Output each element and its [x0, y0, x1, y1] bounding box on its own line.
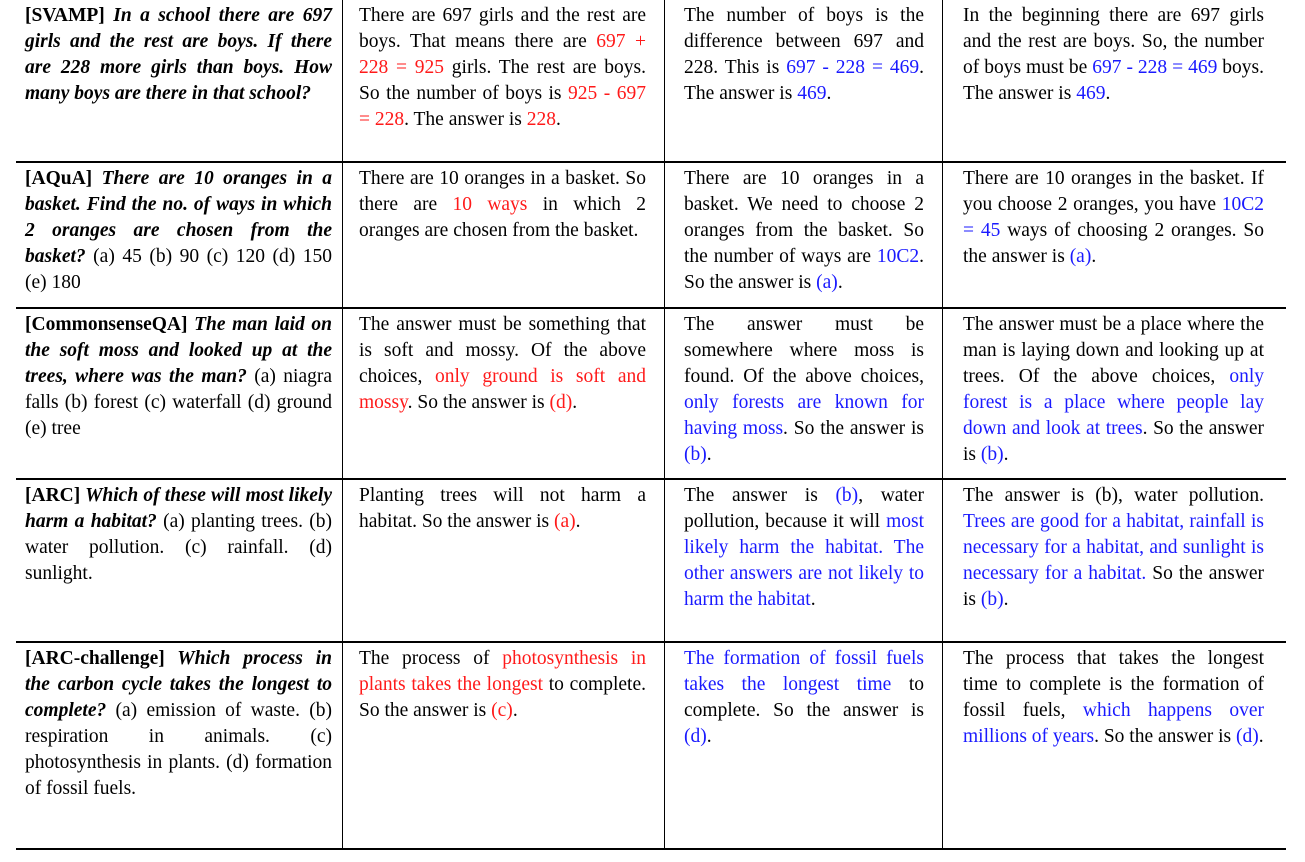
text-segment: (b) — [980, 444, 1004, 465]
text-segment: 10 ways — [452, 194, 528, 215]
text-segment: 925 - 697 = 228 — [359, 83, 646, 130]
answer-cell-2 — [664, 0, 942, 161]
text-segment: . — [826, 83, 832, 104]
text-segment: The answer is — [684, 485, 836, 506]
text-segment: [CommonsenseQA] — [25, 314, 188, 335]
text-segment: The man laid on the soft moss and looked up at the trees, where was the man? — [25, 314, 332, 387]
text-segment: . — [1105, 83, 1111, 104]
answer-cell-2 — [664, 643, 942, 848]
answer-cell-1 — [342, 0, 664, 161]
text-segment: There are 10 oranges in the basket. If you choose 2 oranges, you have — [963, 168, 1264, 215]
text-segment: The answer must be somewhere where moss is found. Of the above choices, — [684, 314, 924, 387]
text-segment: (a) niagra falls (b) forest (c) waterfall (d) ground (e) tree — [25, 366, 332, 439]
text-segment: In a school there are 697 girls and the rest are boys. If there are 228 more girls than boys. How many boys are there in that school? — [25, 5, 332, 104]
text-segment: 697 - 228 = 469 — [1092, 57, 1218, 78]
text-segment: The formation of fossil fuels takes the longest time — [684, 648, 924, 695]
text-segment: 469 — [1076, 83, 1106, 104]
text-segment: . So the answer is — [684, 246, 924, 293]
answer-cell-2 — [664, 163, 942, 307]
text-segment: (d) — [1235, 726, 1259, 747]
text-segment: The answer is (b), water pollution. — [963, 485, 1264, 506]
text-segment: only ground is soft and mossy — [359, 366, 646, 413]
text-segment: 10C2 = 45 — [963, 194, 1264, 241]
question-cell — [16, 480, 342, 641]
text-segment: , water pollution, because it will — [684, 485, 924, 532]
text-segment: which happens over millions of years — [963, 700, 1264, 747]
text-segment: (a) planting trees. (b) water pollution. (c) rainfall. (d) sunlight. — [25, 511, 332, 584]
answer-cell-1 — [342, 480, 664, 641]
text-segment: . — [706, 726, 712, 747]
text-segment: The answer must be something that is soft and mossy. Of the above choices, — [359, 314, 646, 387]
text-segment: . — [810, 589, 816, 610]
text-segment: to complete. So the answer is — [359, 674, 646, 721]
text-segment: (a) — [1069, 246, 1092, 267]
question-cell — [16, 309, 342, 478]
table-row-arc-challenge — [16, 643, 1286, 850]
text-segment: The answer must be a place where the man is laying down and looking up at trees. Of the above choices, — [963, 314, 1264, 387]
text-segment: 469 — [797, 83, 827, 104]
text-segment: only forests are known for having moss — [684, 392, 924, 439]
text-segment: 10C2 — [876, 246, 920, 267]
answer-cell-1 — [342, 643, 664, 848]
examples-table — [16, 0, 1286, 862]
answer-cell-3 — [942, 643, 1286, 848]
text-segment: . So the answer is — [407, 392, 550, 413]
text-segment: There are 10 oranges in a basket. We need to choose 2 oranges from the basket. So the number of ways are — [684, 168, 924, 267]
text-segment: (d) — [549, 392, 573, 413]
text-segment: . — [1003, 444, 1009, 465]
text-segment: . — [706, 444, 712, 465]
text-segment: The process of — [359, 648, 503, 669]
text-segment: The process that takes the longest time to complete is the formation of fossil fuels, — [963, 648, 1264, 721]
text-segment: photosynthesis in plants takes the longest — [359, 648, 646, 695]
answer-cell-1 — [342, 163, 664, 307]
text-segment: There are 697 girls and the rest are boys. That means there are — [359, 5, 646, 52]
text-segment: 697 - 228 = 469 — [786, 57, 920, 78]
answer-cell-2 — [664, 480, 942, 641]
text-segment: [SVAMP] — [25, 5, 105, 26]
text-segment: ways of choosing 2 oranges. So the answer is — [963, 220, 1264, 267]
text-segment: (a) emission of waste. (b) respiration in animals. (c) photosynthesis in plants. (d) formation of fossil fuels. — [25, 700, 332, 799]
question-cell — [16, 643, 342, 848]
question-cell — [16, 163, 342, 307]
text-segment: Planting trees will not harm a habitat. So the answer is — [359, 485, 646, 532]
table-row-svamp — [16, 0, 1286, 163]
answer-cell-3 — [942, 480, 1286, 641]
text-segment: girls. The rest are boys. So the number of boys is — [359, 57, 646, 104]
text-segment: (b) — [684, 444, 707, 465]
text-segment: . — [1091, 246, 1097, 267]
text-segment: Trees are good for a habitat, rainfall is necessary for a habitat, and sunlight is necessary for a habitat. — [963, 511, 1264, 584]
answer-cell-3 — [942, 309, 1286, 478]
text-segment: 697 + 228 = 925 — [359, 31, 647, 78]
text-segment: only forest is a place where people lay down and look at trees — [963, 366, 1264, 439]
text-segment: Which process in the carbon cycle takes the longest to complete? — [25, 648, 332, 721]
text-segment: [AQuA] — [25, 168, 93, 189]
text-segment: The number of boys is the difference between 697 and 228. This is — [684, 5, 924, 78]
text-segment: (b) — [980, 589, 1004, 610]
text-segment: in which 2 oranges are chosen from the basket. — [359, 194, 646, 241]
text-segment: (c) — [491, 700, 513, 721]
answer-cell-1 — [342, 309, 664, 478]
text-segment: boys. The answer is — [963, 57, 1264, 104]
text-segment: (a) 45 (b) 90 (c) 120 (d) 150 (e) 180 — [25, 246, 332, 293]
table-row-commonsenseqa — [16, 309, 1286, 480]
text-segment: . — [1258, 726, 1264, 747]
text-segment: There are 10 oranges in a basket. Find the no. of ways in which 2 oranges are chosen from the basket? — [25, 168, 332, 267]
text-segment: to complete. So the answer is — [684, 674, 924, 721]
text-segment: . The answer is — [404, 109, 527, 130]
text-segment: . — [555, 109, 561, 130]
text-segment: . So the answer is — [963, 418, 1264, 465]
question-cell — [16, 0, 342, 161]
text-segment: [ARC-challenge] — [25, 648, 165, 669]
text-segment: . — [512, 700, 518, 721]
text-segment: [ARC] — [25, 485, 81, 506]
text-segment: most likely harm the habitat. The other answers are not likely to harm the habitat — [684, 511, 924, 610]
text-segment: Which of these will most likely harm a habitat? — [25, 485, 332, 532]
text-segment: There are 10 oranges in a basket. So there are — [359, 168, 646, 215]
text-segment: . — [575, 511, 581, 532]
answer-cell-3 — [942, 163, 1286, 307]
text-segment: 228 — [526, 109, 556, 130]
text-segment: . — [837, 272, 843, 293]
text-segment: (b) — [835, 485, 859, 506]
text-segment: . So the answer is — [783, 418, 924, 439]
answer-cell-2 — [664, 309, 942, 478]
text-segment: In the beginning there are 697 girls and the rest are boys. So, the number of boys must be — [963, 5, 1264, 78]
text-segment: So the answer is — [963, 563, 1264, 610]
table-row-aqua — [16, 163, 1286, 309]
text-segment: (a) — [816, 272, 838, 293]
text-segment: . So the answer is — [1094, 726, 1236, 747]
table-row-arc — [16, 480, 1286, 643]
text-segment: (d) — [684, 726, 707, 747]
answer-cell-3 — [942, 0, 1286, 161]
text-segment: . The answer is — [684, 57, 924, 104]
text-segment: . — [572, 392, 578, 413]
text-segment: (a) — [553, 511, 576, 532]
text-segment: . — [1003, 589, 1009, 610]
